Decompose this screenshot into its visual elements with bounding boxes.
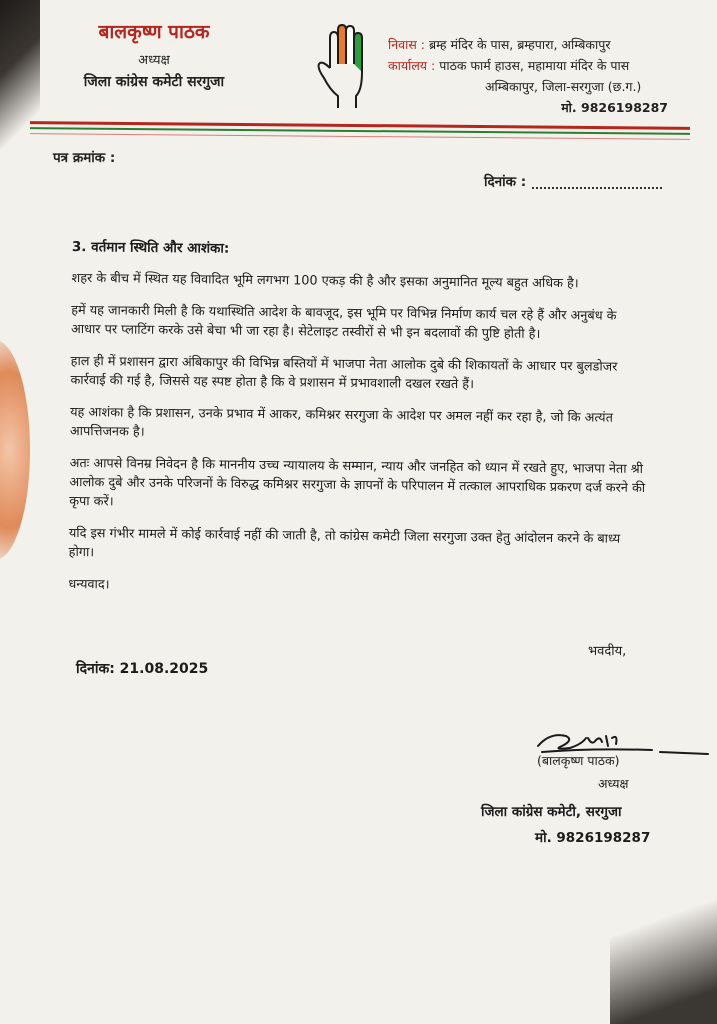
signatory-name: (बालकृष्ण पाठक) bbox=[537, 753, 620, 768]
body-paragraph: हाल ही में प्रशासन द्वारा अंबिकापुर की विभिन्न बस्तियों में भाजपा नेता आलोक दुबे की शिकायतों के आधार पर बुलडोजर कार्रवाई की गई है, जिससे यह स्पष्ट होता है कि वे प्रशासन में प्रभावशाली दखल रखते हैं। bbox=[70, 353, 618, 393]
section-heading: 3. वर्तमान स्थिति और आशंका: bbox=[71, 238, 230, 257]
thank-you: धन्यवाद। bbox=[68, 576, 110, 593]
letterhead-organization: जिला कांग्रेस कमेटी सरगुजा bbox=[83, 74, 225, 90]
letter-number-label: पत्र क्रमांक : bbox=[53, 150, 116, 166]
signatory-organization: जिला कांग्रेस कमेटी, सरगुजा bbox=[481, 804, 622, 820]
office-address-line2: अम्बिकापुर, जिला-सरगुजा (छ.ग.) bbox=[485, 79, 642, 94]
body-paragraph: यह आशंका है कि प्रशासन, उनके प्रभाव में आकर, कमिश्नर सरगुजा के आदेश पर अमल नहीं कर रहा है, जो कि अत्यंत आपत्तिजनक है। bbox=[69, 404, 613, 440]
hand-symbol-icon bbox=[316, 24, 372, 110]
signatory-post: अध्यक्ष bbox=[598, 776, 629, 791]
finger-blur bbox=[0, 340, 30, 560]
letter-body bbox=[68, 238, 650, 613]
residence-row bbox=[388, 34, 688, 55]
date-dotted-line bbox=[532, 187, 662, 189]
date-field-label: दिनांक : bbox=[484, 174, 527, 190]
office-label: कार्यालय : bbox=[388, 58, 436, 73]
body-paragraph: यदि इस गंभीर मामले में कोई कार्रवाई नहीं की जाती है, तो कांग्रेस कमेटी जिला सरगुजा उक्त हेतु आंदोलन करने के बाध्य होगा। bbox=[68, 525, 621, 561]
body-paragraph: हमें यह जानकारी मिली है कि यथास्थिति आदेश के बावजूद, इस भूमि पर विभिन्न निर्माण कार्य चल रहे हैं और अनुबंध के आधार पर प्लाटिंग करके उसे बेचा भी जा रहा है। सेटेलाइट तस्वीरों से भी इन बदलावों की पुष्टि होती है। bbox=[70, 302, 617, 342]
residence-address: ब्रम्ह मंदिर के पास, ब्रम्हपारा, अम्बिकापुर bbox=[428, 37, 611, 52]
body-paragraph: अतः आपसे विनम्र निवेदन है कि माननीय उच्च न्यायालय के सम्मान, न्याय और जनहित को ध्यान में रखते हुए, भाजपा नेता श्री आलोक दुबे और उनके परिजनों के विरुद्ध कमिश्नर सरगुजा के ज्ञापनों के परिपालन में तत्काल आपराधिक प्रकरण दर्ज करने की कृपा करें। bbox=[69, 455, 646, 510]
closing-date: दिनांक: 21.08.2025 bbox=[76, 661, 209, 677]
date-field bbox=[484, 172, 662, 190]
letterhead-right bbox=[388, 34, 688, 118]
closing-salutation: भवदीय, bbox=[588, 644, 627, 659]
office-row bbox=[388, 55, 688, 76]
residence-label: निवास : bbox=[388, 37, 425, 52]
letterhead-left bbox=[44, 18, 264, 91]
letterhead-rule-thin bbox=[30, 133, 690, 140]
page-edge-shadow bbox=[610, 900, 717, 1024]
letterhead-name: बालकृष्ण पाठक bbox=[98, 21, 210, 43]
letterhead-title: अध्यक्ष bbox=[138, 53, 170, 68]
office-address: पाठक फार्म हाउस, महामाया मंदिर के पास bbox=[439, 58, 630, 73]
signatory-phone: मो. 9826198287 bbox=[535, 830, 651, 846]
body-paragraph: शहर के बीच में स्थित यह विवादित भूमि लगभग 100 एकड़ की है और इसका अनुमानित मूल्य बहुत अधिक है। bbox=[71, 270, 579, 292]
letterhead-phone: मो. 9826198287 bbox=[561, 100, 668, 115]
